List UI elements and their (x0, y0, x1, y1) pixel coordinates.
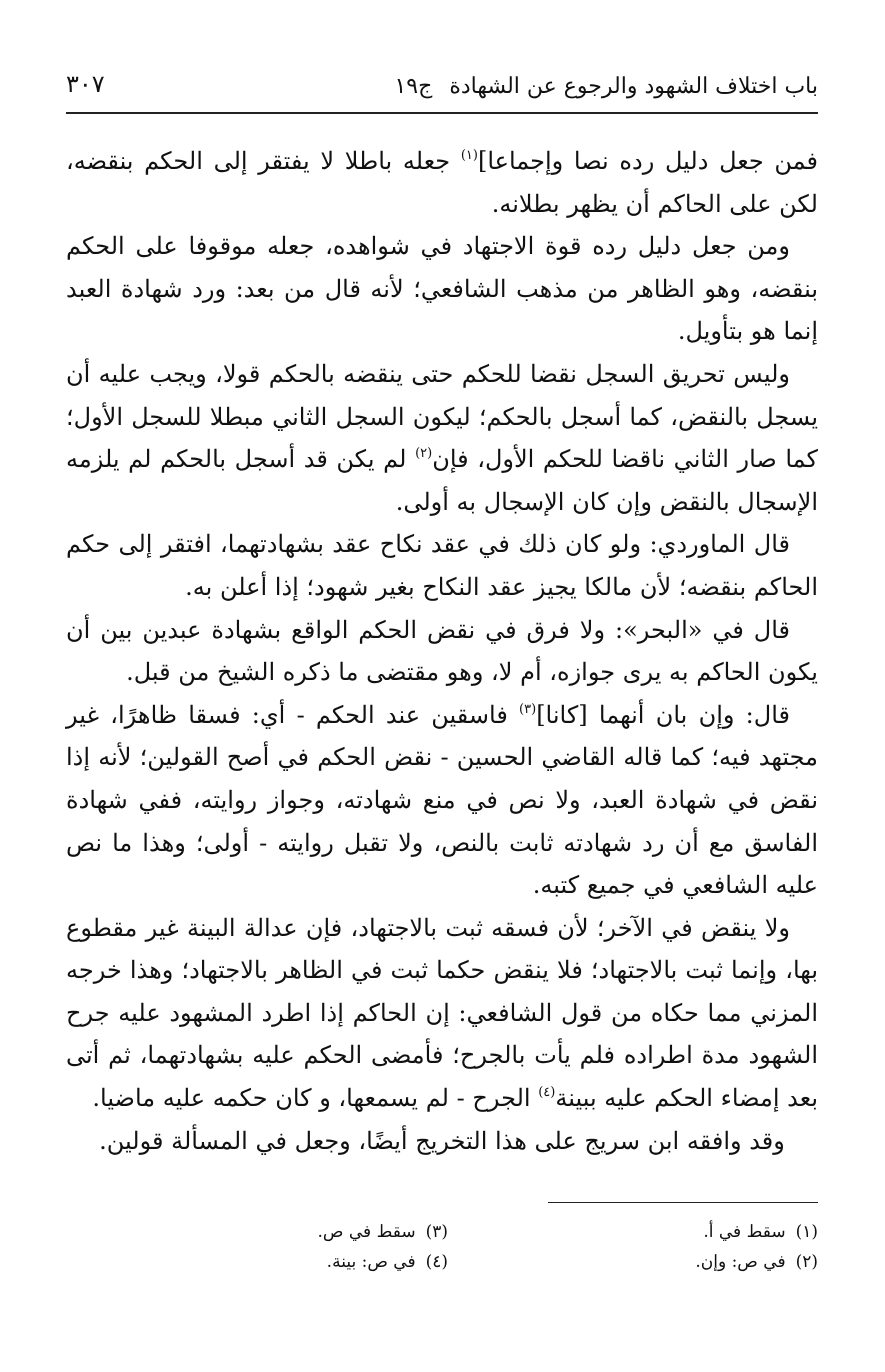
paragraph-text: وقد وافقه ابن سريج على هذا التخريج أيضًا، وجعل في المسألة قولين. (99, 1126, 785, 1155)
paragraph-text: فمن جعل دليل رده نصا وإجماعا] (477, 147, 818, 175)
footnote-number: (٢) (795, 1252, 818, 1273)
footnote-ref-4[interactable]: (٤) (538, 1085, 556, 1101)
footnote-1 (488, 1217, 818, 1247)
chapter-title (394, 74, 818, 99)
footnotes (66, 1217, 818, 1277)
paragraph-7 (66, 907, 818, 1120)
footnote-3 (118, 1217, 448, 1247)
paragraph-8 (66, 1120, 818, 1163)
chapter-title-text: باب اختلاف الشهود والرجوع عن الشهادة (449, 74, 818, 99)
paragraph-6 (66, 694, 818, 907)
paragraph-5 (66, 609, 818, 694)
paragraph-text: قال الماوردي: ولو كان ذلك في عقد نكاح عقد بشهادتهما، افتقر إلى حكم الحاكم بنقضه؛ لأن مالكا يجيز عقد النكاح بغير شهود؛ إذا أعلن به. (66, 530, 818, 601)
paragraph-text: لم يكن قد أسجل بالحكم لم يلزمه الإسجال بالنقض وإن كان الإسجال به أولى. (66, 445, 818, 516)
footnote-text: في ص: بينة. (326, 1252, 416, 1273)
page-number: ٣٠٧ (66, 70, 105, 98)
footnote-4 (118, 1247, 448, 1277)
footnote-divider (548, 1202, 818, 1203)
footnote-number: (٣) (425, 1222, 448, 1243)
footnote-2 (488, 1247, 818, 1277)
paragraph-4 (66, 523, 818, 608)
book-page (66, 62, 818, 1277)
footnote-number: (١) (795, 1222, 818, 1243)
footnote-ref-2[interactable]: (٢) (415, 446, 433, 462)
footnote-ref-1[interactable]: (١) (460, 148, 478, 163)
paragraph-text: الجرح - لم يسمعها، و كان حكمه عليه ماضيا. (92, 1084, 539, 1113)
running-header (66, 62, 818, 114)
paragraph-1 (66, 140, 818, 225)
main-text (66, 140, 818, 1162)
paragraph-text: جعله باطلا لا يفتقر إلى الحكم بنقضه، لكن على الحاكم أن يظهر بطلانه. (66, 147, 818, 218)
paragraph-2 (66, 225, 818, 353)
footnote-text: في ص: وإن. (695, 1252, 786, 1273)
paragraph-3 (66, 353, 818, 523)
paragraph-text: وليس تحريق السجل نقضا للحكم حتى ينقضه بالحكم قولا، ويجب عليه أن يسجل بالنقض، كما أسجل بالحكم؛ ليكون السجل الثاني مبطلا للسجل الأول؛ كما صار الثاني ناقضا للحكم الأول، فإن (66, 359, 818, 474)
paragraph-text: ومن جعل دليل رده قوة الاجتهاد في شواهده، جعله موقوفا على الحكم بنقضه، وهو الظاهر من مذهب الشافعي؛ لأنه قال من بعد: ورد شهادة العبد إنما هو بتأويل. (66, 232, 818, 346)
footnote-text: سقط في ص. (317, 1222, 416, 1243)
footnote-text: سقط في أ. (703, 1222, 786, 1243)
paragraph-text: قال: وإن بان أنهما [كانا] (536, 700, 790, 729)
volume-label: ج١٩ (394, 74, 433, 99)
footnote-ref-3[interactable]: (٣) (519, 701, 537, 717)
paragraph-text: قال في «البحر»: ولا فرق في نقض الحكم الواقع بشهادة عبدين بين أن يكون الحاكم به يرى جوازه، أم لا، وهو مقتضى ما ذكره الشيخ من قبل. (66, 615, 818, 687)
paragraph-text: فاسقين عند الحكم - أي: فسقا ظاهرًا، غير مجتهد فيه؛ كما قاله القاضي الحسين - نقض الحكم في أصح القولين؛ لأنه إذا نقض في شهادة العبد، ولا نص في منع شهادته، وجواز روايته، ففي شهادة الفاسق مع أن رد شهادته ثابت بالنص، ولا تقبل روايته - أولى؛ وهذا ما نص عليه الشافعي في جميع كتبه. (66, 700, 818, 900)
footnote-number: (٤) (425, 1252, 448, 1273)
paragraph-text: ولا ينقض في الآخر؛ لأن فسقه ثبت بالاجتهاد، فإن عدالة البينة غير مقطوع بها، وإنما ثبت بالاجتهاد؛ فلا ينقض حكما ثبت في الظاهر بالاجتهاد؛ وهذا خرجه المزني مما حكاه من قول الشافعي: إن الحاكم إذا اطرد المشهود عليه جرح الشهود مدة اطراده فلم يأت بالجرح؛ فأمضى الحكم عليه بشهادتهما، ثم أتى بعد إمضاء الحكم عليه ببينة (66, 913, 818, 1113)
